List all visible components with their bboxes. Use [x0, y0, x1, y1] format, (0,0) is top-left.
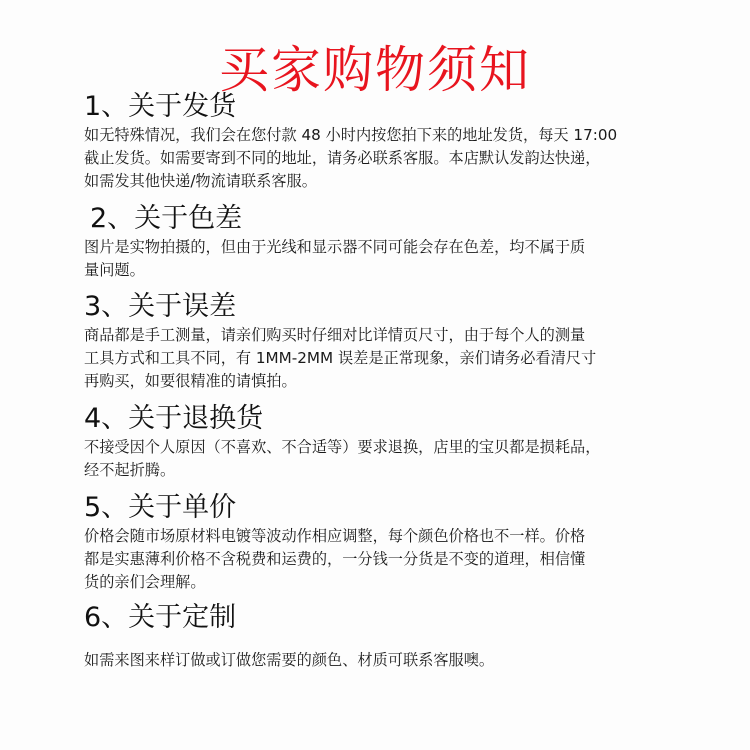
section-body	[84, 525, 674, 594]
section-heading: 4、关于退换货	[84, 403, 264, 434]
body-line: 价格会随市场原材料电镀等波动作相应调整，每个颜色价格也不一样。价格	[84, 527, 586, 545]
section-heading: 5、关于单价	[84, 492, 237, 523]
section-returns	[84, 402, 674, 482]
section-measurement-error	[84, 290, 674, 393]
section-heading: 2、关于色差	[90, 203, 243, 234]
body-line: 如需发其他快递/物流请联系客服。	[84, 172, 317, 190]
body-line: 工具方式和工具不同，有 1MM-2MM 误差是正常现象，亲们请务必看清尺寸	[84, 349, 597, 367]
section-body	[84, 236, 680, 282]
body-line: 图片是实物拍摄的，但由于光线和显示器不同可能会存在色差，均不属于质	[84, 238, 586, 256]
body-line: 量问题。	[84, 261, 145, 279]
page-title: 买家购物须知	[219, 40, 531, 99]
body-line: 货的亲们会理解。	[84, 573, 206, 591]
section-body	[84, 124, 674, 193]
body-line: 不接受因个人原因（不喜欢、不合适等）要求退换，店里的宝贝都是损耗品，	[84, 438, 601, 456]
section-heading: 1、关于发货	[84, 91, 237, 122]
body-line: 截止发货。如需要寄到不同的地址，请务必联系客服。本店默认发韵达快递，	[84, 149, 601, 167]
section-heading: 3、关于误差	[84, 291, 237, 322]
section-body	[84, 324, 674, 393]
body-line: 商品都是手工测量，请亲们购买时仔细对比详情页尺寸，由于每个人的测量	[84, 326, 586, 344]
section-body	[84, 436, 674, 482]
section-unit-price	[84, 491, 674, 594]
body-line: 再购买，如要很精准的请慎拍。	[84, 372, 297, 390]
body-line: 都是实惠薄利价格不含税费和运费的，一分钱一分货是不变的道理，相信懂	[84, 550, 586, 568]
section-shipping	[84, 90, 674, 193]
section-color-difference	[84, 202, 680, 282]
section-body	[84, 649, 674, 672]
body-line: 经不起折腾。	[84, 461, 176, 479]
body-line: 如无特殊情况，我们会在您付款 48 小时内按您拍下来的地址发货，每天 17:00	[84, 126, 618, 144]
section-heading: 6、关于定制	[84, 602, 237, 633]
section-customization	[84, 601, 674, 672]
body-line: 如需来图来样订做或订做您需要的颜色、材质可联系客服噢。	[84, 651, 495, 669]
